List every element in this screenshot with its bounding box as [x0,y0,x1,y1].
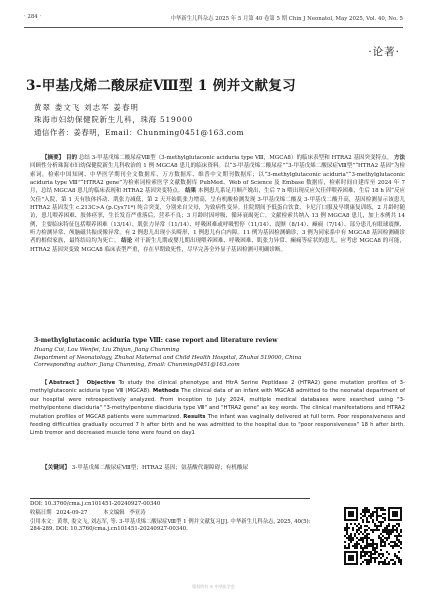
received-line [30,510,320,517]
footnote-rule [30,498,310,499]
editor-label: 本文编辑 [103,510,125,516]
received-date: 2024-09-27 [56,510,88,516]
chinese-keywords [30,464,405,472]
article-title: 3-甲基戊烯二酸尿症Ⅷ型 1 例并文献复习 [26,78,297,94]
objective-text: 总结 3-甲基戊烯二酸尿症Ⅷ型（3-methylglutaconic aciduria type Ⅷ，MGCA8）的临床表型和 HTRA2 基因突变特点。 [78,155,393,161]
received-label: 收稿日期 [30,510,52,516]
methods-text: 回顾性分析珠海市妇幼保健院新生儿科收治的 1 例 MGCA8 患儿的临床资料。以“3-甲基戊烯二酸尿症”“3-甲基戊烯二酸尿症Ⅷ型”“HTRA2 基因”为检索词，检索中国知网、中华医学期刊全文数据库、万方数据库、维普中文期刊数据库；以“3-methylglutaconic aciduria”“3-methylglutaconic aciduria type Ⅷ”“HTRA2 gene”为检索词检索医学文献数据库 PubMed、Web of Science 及 Embase 数据库，检索时间自建库至 2024 年 7 月，总结 MGCA8 患儿的临床表现和 HTRA2 基因突变特点。 [30,163,405,195]
results-text: 本例患儿系足月顺产娩出，生后 7 h 喂出现反应欠佳伴喂养困难，生后 18 h 因“反应欠佳”入院，第 1 天有肢体抖动、肌张力减低，第 2 天开始肌张力增高，呈有机酸检测发现 3-甲基戊烯二酸及 3-甲基戊二酸升高，基因检测显示该患儿 HTRA2 基因发生 c.213C>A (p.Cys71*) 纯合突变，分别来自父母，为致病性变异。住院期间予低蛋白饮食、卡尼汀口服及早期康复训练，2 月龄时随访，患儿喂养困难、肢体痉挛，生长发育严重落后，营养不良；3 月龄时因呼吸、循环衰竭死亡。文献检索共纳入 13 例 MGCA8 患儿，加上本例共 14 例，主要临床特征包括喂养困难（13/14）、肌张力异常（11/14）、呼吸困难或呼吸暂停（11/14）、震颤（8/14）、癫痫（7/14）、部分患儿有眼球震颤、听力检测异常、颅脑磁共振成像异常，有 2 例患儿出现小头畸形，1 例患儿有白内障。11 例为基因检测确诊，3 例为同家系中有 MGCA8 基因检测确诊者的相似家族，最终结局均为死亡。 [30,188,406,245]
english-meta [34,347,405,370]
keywords-text: 3-甲基戊烯二酸尿症Ⅷ型；HTRA2 基因；氨基酸代谢障碍；有机酸尿 [71,465,249,471]
page-number: · 284 · [24,14,42,20]
english-abstract [30,379,405,438]
editor-name: 李亚涛 [129,510,146,516]
en-abstract-label: 【Abstract】 [42,380,84,386]
abstract-label: 【摘要】 [42,155,65,161]
english-corresponding: Corresponding author: Jiang Chunming, Email: Chunming0451@163.com [34,362,240,369]
en-objective-text: To study the clinical phenotype and HtrA Serine Peptidase 2 (HTRA2) gene mutation profiles of 3-methylglutaconic aciduria type Ⅷ (MGCA8). [30,380,405,395]
conclusion-label: 结论 [121,238,133,245]
methods-label: 方法 [393,155,405,161]
en-objective-label: Objective [86,380,116,386]
results-label: 结果 [185,188,197,195]
running-header [24,14,403,25]
conclusion-text: 对于新生儿期或婴儿期出现喂养困难、呼吸困难、肌张力异常、癫痫等症状的患儿，应考虑 MGCA8 的可能，HTRA2 基因突变致 MGCA8 临床表型严重，存在早期致死性，尽早完善全外显子基因检测可明确诊断。 [30,238,405,253]
english-title: 3-methylglutaconic aciduria type Ⅷ: case report and literature review [34,337,278,344]
keywords-label: 【关键词】 [42,465,70,471]
english-authors: Huang Cui, Lou Wenfei, Liu Zhijun, Jiang Chunming [34,347,180,353]
author-list: 黄翠 娄文飞 刘志军 姜春明 [34,103,140,112]
citation: 引用本文：黄翠, 娄文飞, 刘志军, 等. 3-甲基戊烯二酸尿症Ⅷ型 1 例并文献复习[J]. 中华新生儿科杂志, 2025, 40(5): 284-289. DOI: 10.3760/cma.j.cn101451-20240927-00340. [30,519,311,532]
copyright-watermark: 版权所有 © 中华医学会 [192,584,235,589]
objective-label: 目的 [65,155,78,161]
en-results-text: The infant was vaginally delivered at full term. Poor responsiveness and feeding difficulties gradually occurred 7 h after birth and he was admitted to the hospital due to "poor responsiveness" 18 h after birth. Limb tremor and decreased muscle tone were found on day1 [30,413,406,437]
journal-info: 中华新生儿科杂志 2025 年 5 月第 40 卷第 5 期 Chin J Neonatol, May 2025, Vol. 40, No. 5 [170,16,403,22]
affiliation: 珠海市妇幼保健院新生儿科，珠海 519000 [34,115,194,124]
header-rule [24,27,403,28]
qr-code [344,507,402,565]
en-methods-text: The clinical data of an infant with MGCA8 admitted to the neonatal department of our hospital were retrospectively analyzed. From inception to July 2024, multiple medical databases were searched using "3-methylpentene diaciduria" "3-methylpentene diaciduria type Ⅷ" and "HTRA2 gene" as key words. The clinical manifestations and HTRA2 mutation profiles of MGCA8 patients were summarized. [30,388,406,420]
english-affiliation: Department of Neonatology, Zhuhai Maternal and Child Health Hospital, Zhuhai 519000, China [34,354,302,361]
section-tag: ·论著· [368,46,400,58]
en-results-label: Results [183,413,206,420]
corresponding-author: 通信作者：姜春明，Email：Chunming0451@163.com [34,128,244,137]
doi-line: DOI: 10.3760/cma.j.cn101451-20240927-00340 [30,501,161,507]
en-methods-label: Methods [152,388,179,395]
chinese-abstract [30,154,405,254]
